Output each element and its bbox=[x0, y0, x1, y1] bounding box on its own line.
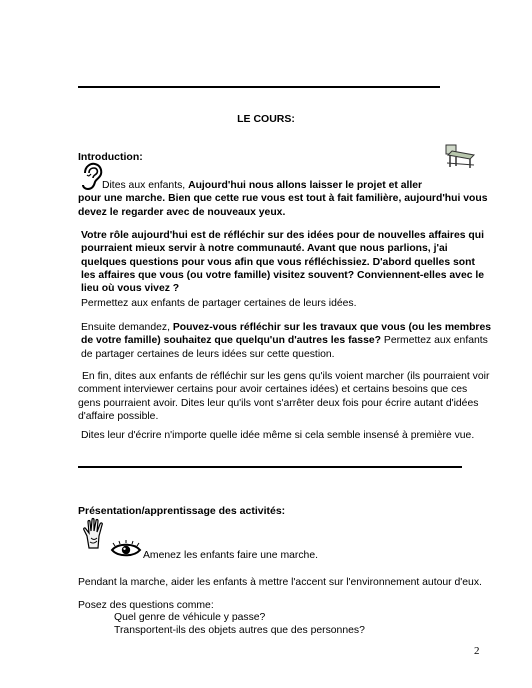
question-1: Quel genre de véhicule y passe? bbox=[114, 612, 266, 623]
intro-p1-plain: Dites aux enfants, bbox=[102, 180, 189, 191]
presentation-paragraph-3: Posez des questions comme: bbox=[78, 600, 214, 611]
page-title: LE COURS: bbox=[237, 113, 295, 125]
intro-p4-plain2: Permettez aux enfants de partager certaines de leurs idées sur cette question. bbox=[81, 335, 488, 360]
presentation-heading: Présentation/apprentissage des activités: bbox=[78, 505, 286, 517]
presentation-paragraph-1: Amenez les enfants faire une marche. bbox=[143, 550, 319, 561]
intro-heading: Introduction: bbox=[78, 151, 143, 163]
question-2: Transportent-ils des objets autres que des personnes? bbox=[114, 625, 365, 636]
intro-p4-plain1: Ensuite demandez, bbox=[81, 322, 173, 333]
top-rule bbox=[78, 86, 440, 88]
eye-icon bbox=[111, 543, 141, 557]
hand-icon bbox=[82, 518, 108, 550]
intro-paragraph-1 bbox=[78, 179, 494, 219]
intro-paragraph-6: Dites leur d'écrire n'importe quelle idée même si cela semble insensé à première vue. bbox=[81, 430, 475, 441]
intro-p1-bold2: pour une marche. Bien que cette rue vous est tout à fait familière, aujourd'hui vous devez le regarder avec de nouveaux yeux. bbox=[78, 193, 488, 218]
intro-paragraph-4 bbox=[81, 321, 493, 361]
intro-paragraph-5: En fin, dites aux enfants de réfléchir sur les gens qu'ils voient marcher (ils pourraient voir comment interviewer certains pour avoir certaines idées) et certains besoins que ces gens pourraient avoir. Dites leur qu'ils vont s'arrêter deux fois pour écrire autant d'idées d'affaire possible. bbox=[78, 371, 490, 422]
intro-paragraph-2: Votre rôle aujourd'hui est de réfléchir sur des idées pour de nouvelles affaires qui pourraient mieux servir à notre communauté. Avant que nous parlions, j'ai quelques questions pour vous afin que vous réfléchissiez. D'abord quelles sont les affaires que vous (ou votre famille) visitez souvent? Conviennent-elles avec le lieu où vous vivez ? bbox=[81, 230, 485, 295]
desk-icon bbox=[444, 143, 478, 169]
intro-p1-bold1: Aujourd'hui nous allons laisser le projet et aller bbox=[188, 180, 423, 191]
intro-paragraph-3: Permettez aux enfants de partager certaines de leurs idées. bbox=[81, 298, 357, 309]
presentation-paragraph-2: Pendant la marche, aider les enfants à mettre l'accent sur l'environnement autour d'eux. bbox=[78, 577, 482, 588]
middle-rule bbox=[78, 466, 462, 468]
intro-p4-bold: Pouvez-vous réfléchir sur les travaux que vous (ou les membres de votre famille) souhaitez que quelqu'un d'autres les fasse? bbox=[81, 322, 492, 347]
page-number: 2 bbox=[474, 645, 480, 657]
